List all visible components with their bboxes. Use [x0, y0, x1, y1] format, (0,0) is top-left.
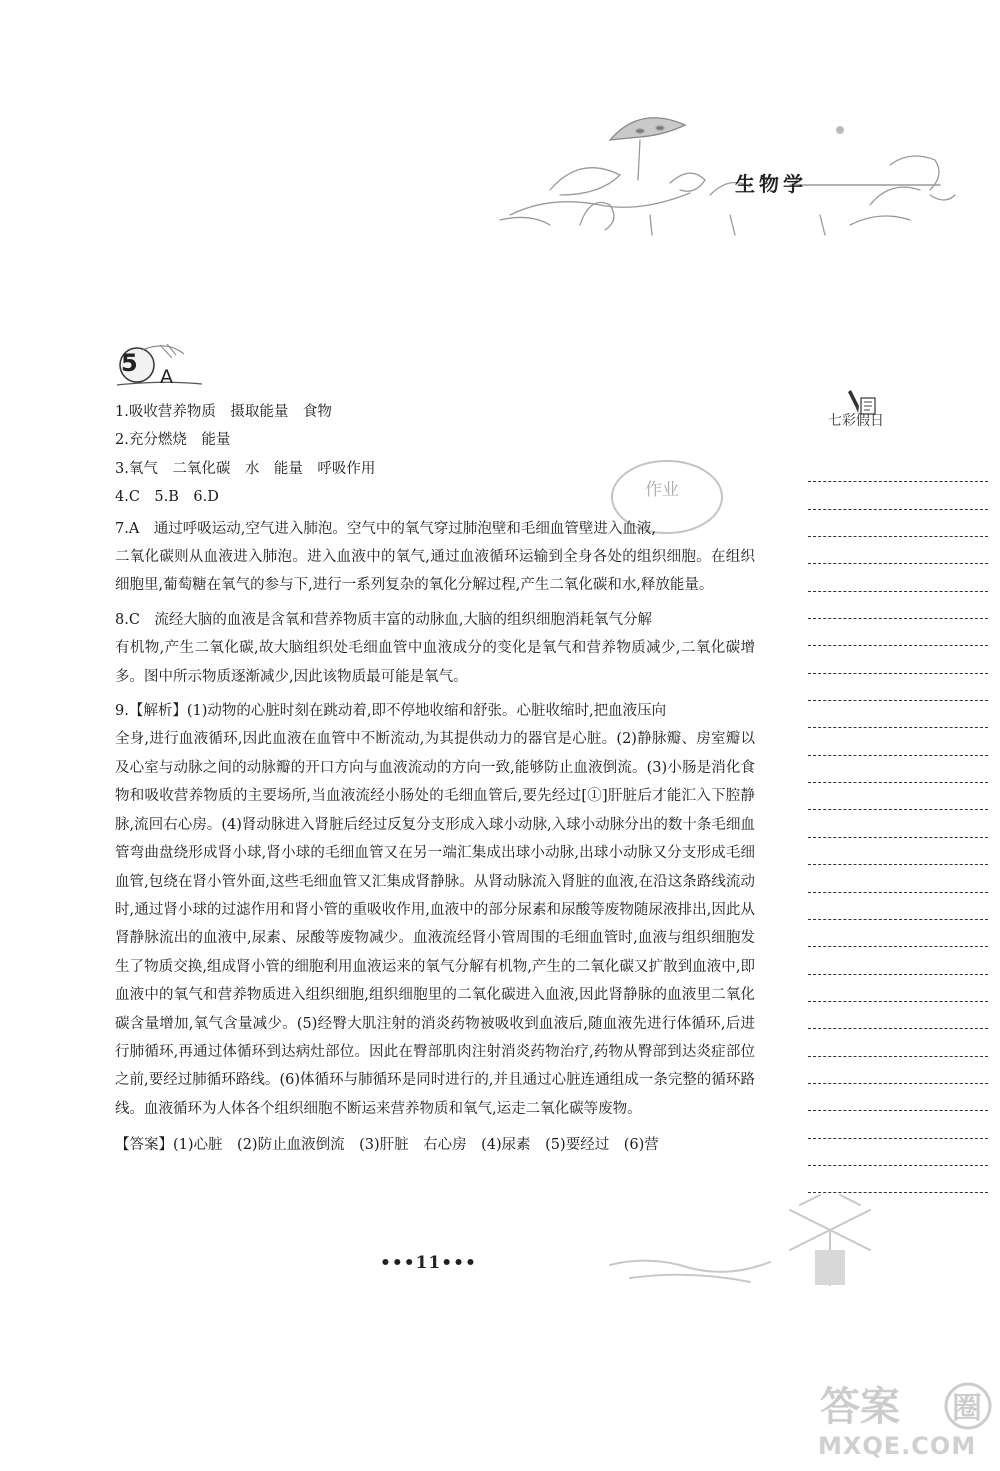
- stamp-text: 作业: [645, 480, 679, 500]
- header-decoration: [490, 95, 960, 255]
- note-line: [808, 455, 988, 482]
- note-line: [808, 865, 988, 892]
- note-line: [808, 646, 988, 673]
- note-line: [808, 838, 988, 865]
- note-line: [808, 1029, 988, 1056]
- note-line: [808, 701, 988, 728]
- svg-text:圈: 圈: [952, 1391, 982, 1426]
- answer-line: 2.充分燃烧 能量: [115, 432, 231, 449]
- question-8: [115, 606, 755, 691]
- note-line: [808, 920, 988, 947]
- note-line: [808, 564, 988, 591]
- page-number: •••11•••: [380, 1253, 477, 1273]
- note-line: [808, 783, 988, 810]
- note-line: [808, 1002, 988, 1029]
- note-line: [808, 482, 988, 509]
- note-line: [808, 537, 988, 564]
- note-line: [808, 1139, 988, 1166]
- note-line: [808, 510, 988, 537]
- watermark-text: MXQE.COM: [818, 1432, 977, 1460]
- question-first-line: 9.【解析】(1)动物的心脏时刻在跳动着,即不停地收缩和舒张。心脏收缩时,把血液压向: [115, 703, 667, 720]
- question-body: 全身,进行血液循环,因此血液在血管中不断流动,为其提供动力的器官是心脏。(2)静脉瓣、房室瓣以及心室与动脉之间的动脉瓣的开口方向与血液流动的方向一致,能够防止血液倒流。(3)小肠是消化食物和吸收营养物质的主要场所,当血液流经小肠处的毛细血管后,要先经过[①]肝脏后才能汇入下腔静脉,流回右心房。(4)肾动脉进入肾脏后经过反复分支形成入球小动脉,入球小动脉分出的数十条毛细血管弯曲盘绕形成肾小球,肾小球的毛细血管又在另一端汇集成出球小动脉,出球小动脉又分支形成毛细血管,包绕在肾小管外面,这些毛细血管又汇集成肾静脉。从肾动脉流入肾脏的血液,在沿这条路线流动时,通过肾小球的过滤作用和肾小管的重吸收作用,血液中的部分尿素和尿酸等废物随尿液排出,因此从肾静脉流出的血液中,尿素、尿酸等废物减少。血液流经肾小管周围的毛细血管时,血液与组织细胞发生了物质交换,组成肾小管的细胞利用血液运来的氧气分解有机物,产生的二氧化碳又扩散到血液中,即血液中的氧气和营养物质进入组织细胞,组织细胞里的二氧化碳进入血液,因此肾静脉的血液里二氧化碳含量增加,氧气含量减少。(5)经臀大肌注射的消炎药物被吸收到血液后,随血液先进行体循环,后进行肺循环,再通过体循环到达病灶部位。因此在臀部肌肉注射消炎药物治疗,药物从臀部到达炎症部位之前,要经过肺循环路线。(6)体循环与肺循环是同时进行的,并且通过心脏连通组成一条完整的循环路线。血液循环为人体各个组织细胞不断运来营养物质和氧气,运走二氧化碳等废物。: [115, 731, 755, 1117]
- note-line: [808, 1057, 988, 1084]
- answer-line: 3.氧气 二氧化碳 水 能量 呼吸作用: [115, 460, 376, 477]
- subject-title: 生物学: [735, 172, 807, 196]
- note-line: [808, 810, 988, 837]
- answer-line: 1.吸收营养物质 摄取能量 食物: [115, 404, 332, 420]
- answer-line: 4.C 5.B 6.D: [115, 489, 219, 506]
- note-lines: [808, 455, 988, 1193]
- note-line: [808, 1111, 988, 1138]
- question-7: [115, 515, 755, 600]
- note-line: [808, 1084, 988, 1111]
- note-line: [808, 947, 988, 974]
- note-line: [808, 975, 988, 1002]
- note-line: [808, 756, 988, 783]
- section-letter: A: [160, 366, 173, 388]
- question-first-line: 8.C 流经大脑的血液是含氧和营养物质丰富的动脉血,大脑的组织细胞消耗氧气分解: [115, 611, 653, 628]
- note-line: [808, 893, 988, 920]
- question-first-line: 7.A 通过呼吸运动,空气进入肺泡。空气中的氧气穿过肺泡壁和毛细血管壁进入血液,: [115, 520, 657, 537]
- note-line: [808, 674, 988, 701]
- svg-text:答案: 答案: [820, 1384, 900, 1430]
- note-line: [808, 728, 988, 755]
- answer-content: [115, 398, 755, 1160]
- question-9: [115, 697, 755, 1123]
- section-number: 5: [121, 349, 138, 377]
- answer-summary: 【答案】(1)心脏 (2)防止血液倒流 (3)肝脏 右心房 (4)尿素 (5)要经过 (6)营: [115, 1137, 659, 1154]
- note-line: [808, 592, 988, 619]
- windmill-decoration: [590, 1190, 910, 1290]
- sidebar-title: 七彩假日: [828, 413, 884, 429]
- question-body: 二氧化碳则从血液进入肺泡。进入血液中的氧气,通过血液循环运输到全身各处的组织细胞。在组织细胞里,葡萄糖在氧气的参与下,进行一系列复杂的氧化分解过程,产生二氧化碳和水,释放能量。: [115, 549, 755, 594]
- question-body: 有机物,产生二氧化碳,故大脑组织处毛细血管中血液成分的变化是氧气和营养物质减少,二氧化碳增多。图中所示物质逐渐减少,因此该物质最可能是氧气。: [115, 640, 755, 685]
- note-line: [808, 619, 988, 646]
